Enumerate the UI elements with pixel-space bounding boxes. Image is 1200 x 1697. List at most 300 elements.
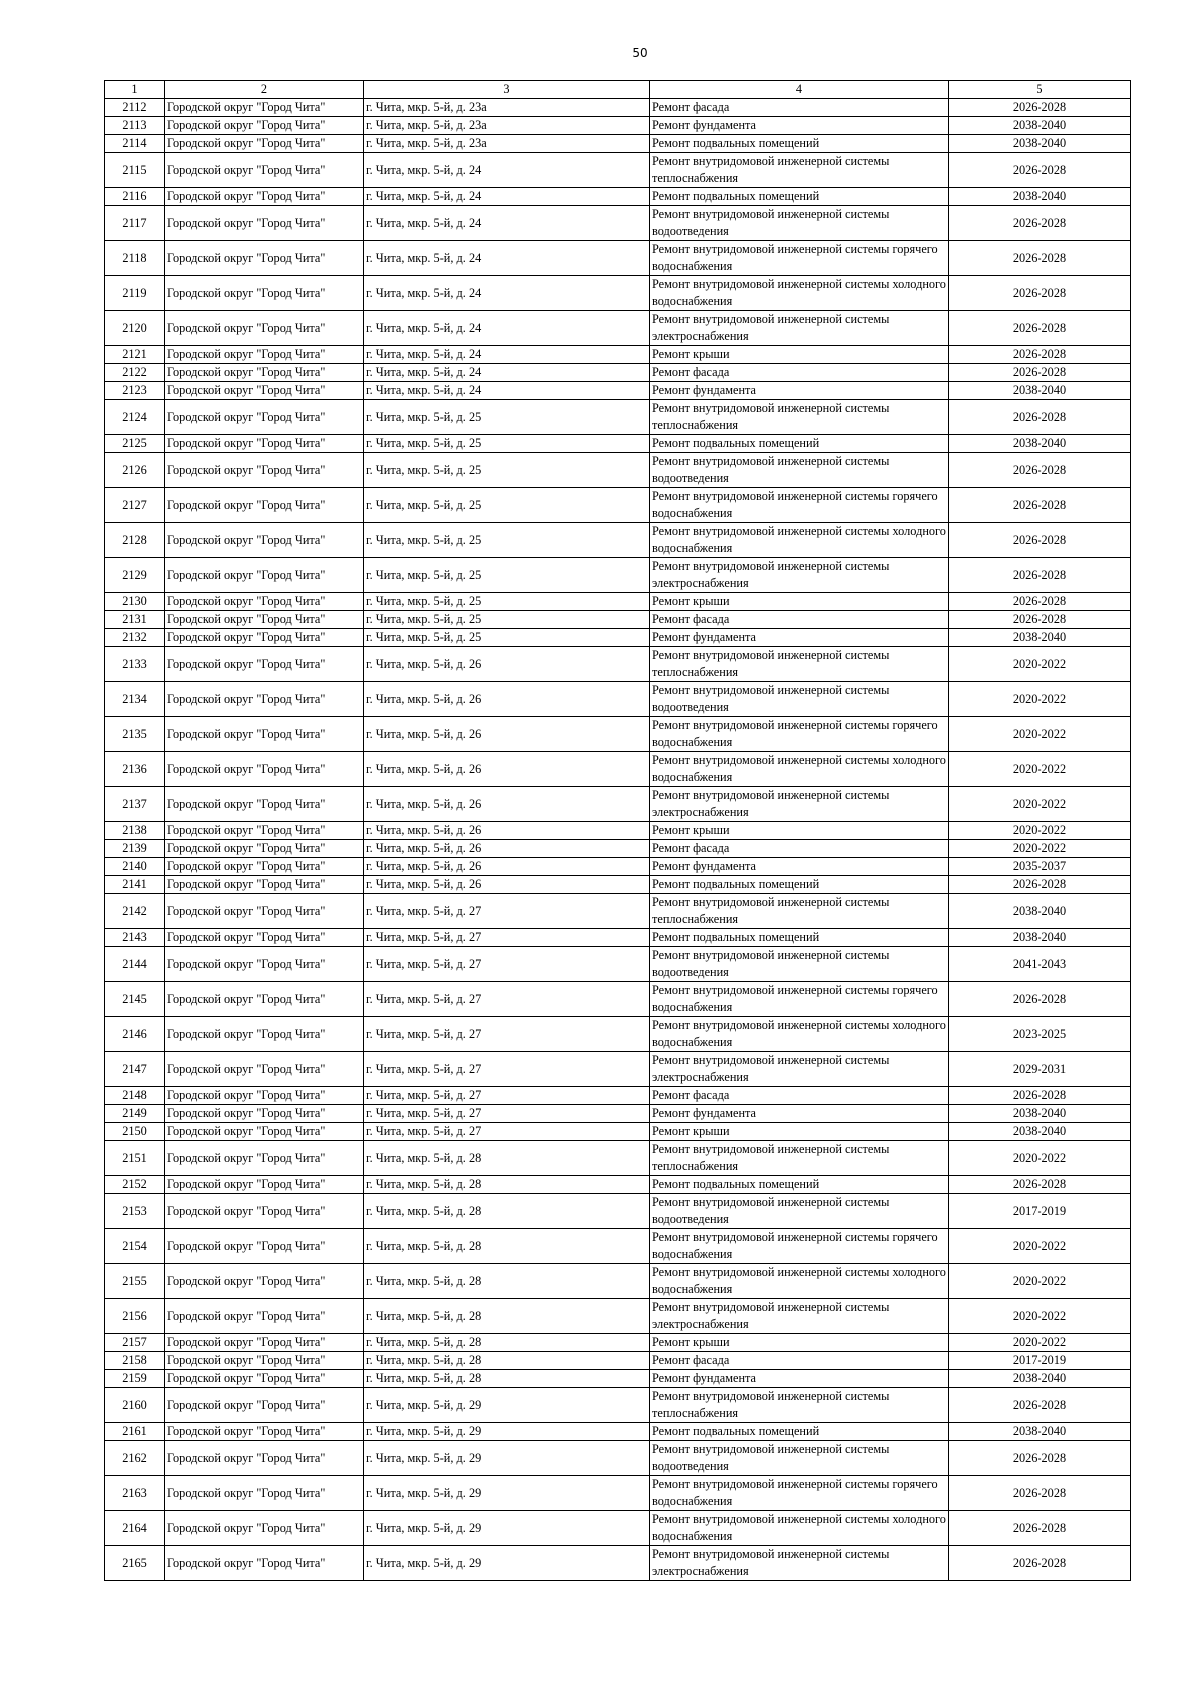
row-number-cell: 2143 xyxy=(105,929,165,947)
table-row xyxy=(105,840,1131,858)
table-row xyxy=(105,894,1131,929)
work-type-cell: Ремонт внутридомовой инженерной системы теплоснабжения xyxy=(650,1388,949,1423)
work-type-cell: Ремонт фундамента xyxy=(650,858,949,876)
district-cell: Городской округ "Город Чита" xyxy=(165,1334,364,1352)
work-type-cell: Ремонт подвальных помещений xyxy=(650,929,949,947)
row-number-cell: 2149 xyxy=(105,1105,165,1123)
period-cell: 2026-2028 xyxy=(949,1388,1131,1423)
district-cell: Городской округ "Город Чита" xyxy=(165,876,364,894)
row-number-cell: 2133 xyxy=(105,647,165,682)
row-number-cell: 2160 xyxy=(105,1388,165,1423)
work-type-cell: Ремонт фундамента xyxy=(650,629,949,647)
work-type-cell: Ремонт внутридомовой инженерной системы горячего водоснабжения xyxy=(650,488,949,523)
work-type-cell: Ремонт внутридомовой инженерной системы электроснабжения xyxy=(650,558,949,593)
period-cell: 2026-2028 xyxy=(949,276,1131,311)
address-cell: г. Чита, мкр. 5-й, д. 28 xyxy=(364,1299,650,1334)
table-row xyxy=(105,435,1131,453)
work-type-cell: Ремонт внутридомовой инженерной системы холодного водоснабжения xyxy=(650,523,949,558)
table-row xyxy=(105,1017,1131,1052)
period-cell: 2026-2028 xyxy=(949,488,1131,523)
row-number-cell: 2146 xyxy=(105,1017,165,1052)
table-row xyxy=(105,1334,1131,1352)
address-cell: г. Чита, мкр. 5-й, д. 23а xyxy=(364,99,650,117)
address-cell: г. Чита, мкр. 5-й, д. 26 xyxy=(364,752,650,787)
work-type-cell: Ремонт внутридомовой инженерной системы водоотведения xyxy=(650,206,949,241)
district-cell: Городской округ "Город Чита" xyxy=(165,206,364,241)
address-cell: г. Чита, мкр. 5-й, д. 24 xyxy=(364,276,650,311)
address-cell: г. Чита, мкр. 5-й, д. 27 xyxy=(364,1017,650,1052)
period-cell: 2038-2040 xyxy=(949,1123,1131,1141)
district-cell: Городской округ "Город Чита" xyxy=(165,752,364,787)
table-row xyxy=(105,1176,1131,1194)
work-type-cell: Ремонт внутридомовой инженерной системы электроснабжения xyxy=(650,1299,949,1334)
district-cell: Городской округ "Город Чита" xyxy=(165,382,364,400)
district-cell: Городской округ "Город Чита" xyxy=(165,1423,364,1441)
address-cell: г. Чита, мкр. 5-й, д. 27 xyxy=(364,982,650,1017)
row-number-cell: 2164 xyxy=(105,1511,165,1546)
work-type-cell: Ремонт подвальных помещений xyxy=(650,188,949,206)
work-type-cell: Ремонт крыши xyxy=(650,822,949,840)
work-type-cell: Ремонт фасада xyxy=(650,611,949,629)
district-cell: Городской округ "Город Чита" xyxy=(165,894,364,929)
district-cell: Городской округ "Город Чита" xyxy=(165,1105,364,1123)
district-cell: Городской округ "Город Чита" xyxy=(165,241,364,276)
header-cell-3: 3 xyxy=(364,81,650,99)
period-cell: 2026-2028 xyxy=(949,523,1131,558)
row-number-cell: 2124 xyxy=(105,400,165,435)
row-number-cell: 2123 xyxy=(105,382,165,400)
district-cell: Городской округ "Город Чита" xyxy=(165,611,364,629)
period-cell: 2026-2028 xyxy=(949,982,1131,1017)
period-cell: 2035-2037 xyxy=(949,858,1131,876)
district-cell: Городской округ "Город Чита" xyxy=(165,1176,364,1194)
table-row xyxy=(105,1123,1131,1141)
table-row xyxy=(105,241,1131,276)
address-cell: г. Чита, мкр. 5-й, д. 27 xyxy=(364,1105,650,1123)
period-cell: 2020-2022 xyxy=(949,787,1131,822)
period-cell: 2026-2028 xyxy=(949,1176,1131,1194)
table-row xyxy=(105,99,1131,117)
period-cell: 2017-2019 xyxy=(949,1194,1131,1229)
table-row xyxy=(105,276,1131,311)
address-cell: г. Чита, мкр. 5-й, д. 27 xyxy=(364,929,650,947)
work-type-cell: Ремонт внутридомовой инженерной системы горячего водоснабжения xyxy=(650,241,949,276)
table-row xyxy=(105,982,1131,1017)
row-number-cell: 2157 xyxy=(105,1334,165,1352)
row-number-cell: 2165 xyxy=(105,1546,165,1581)
table-row xyxy=(105,787,1131,822)
table-row xyxy=(105,1388,1131,1423)
district-cell: Городской округ "Город Чита" xyxy=(165,1052,364,1087)
work-type-cell: Ремонт внутридомовой инженерной системы теплоснабжения xyxy=(650,894,949,929)
district-cell: Городской округ "Город Чита" xyxy=(165,1264,364,1299)
row-number-cell: 2145 xyxy=(105,982,165,1017)
work-type-cell: Ремонт внутридомовой инженерной системы водоотведения xyxy=(650,453,949,488)
district-cell: Городской округ "Город Чита" xyxy=(165,593,364,611)
period-cell: 2026-2028 xyxy=(949,364,1131,382)
table-row xyxy=(105,346,1131,364)
table-row xyxy=(105,1194,1131,1229)
row-number-cell: 2134 xyxy=(105,682,165,717)
district-cell: Городской округ "Город Чита" xyxy=(165,453,364,488)
period-cell: 2026-2028 xyxy=(949,1087,1131,1105)
work-type-cell: Ремонт подвальных помещений xyxy=(650,876,949,894)
district-cell: Городской округ "Город Чита" xyxy=(165,629,364,647)
period-cell: 2038-2040 xyxy=(949,894,1131,929)
address-cell: г. Чита, мкр. 5-й, д. 24 xyxy=(364,364,650,382)
table-row xyxy=(105,1141,1131,1176)
row-number-cell: 2154 xyxy=(105,1229,165,1264)
work-type-cell: Ремонт внутридомовой инженерной системы электроснабжения xyxy=(650,1546,949,1581)
table-row xyxy=(105,858,1131,876)
period-cell: 2038-2040 xyxy=(949,1423,1131,1441)
row-number-cell: 2159 xyxy=(105,1370,165,1388)
row-number-cell: 2148 xyxy=(105,1087,165,1105)
work-type-cell: Ремонт внутридомовой инженерной системы горячего водоснабжения xyxy=(650,717,949,752)
address-cell: г. Чита, мкр. 5-й, д. 25 xyxy=(364,435,650,453)
header-cell-2: 2 xyxy=(165,81,364,99)
work-type-cell: Ремонт фасада xyxy=(650,364,949,382)
address-cell: г. Чита, мкр. 5-й, д. 29 xyxy=(364,1476,650,1511)
row-number-cell: 2153 xyxy=(105,1194,165,1229)
address-cell: г. Чита, мкр. 5-й, д. 27 xyxy=(364,1052,650,1087)
table-row xyxy=(105,206,1131,241)
district-cell: Городской округ "Город Чита" xyxy=(165,1441,364,1476)
district-cell: Городской округ "Город Чита" xyxy=(165,822,364,840)
table-row xyxy=(105,1352,1131,1370)
address-cell: г. Чита, мкр. 5-й, д. 26 xyxy=(364,787,650,822)
period-cell: 2020-2022 xyxy=(949,682,1131,717)
district-cell: Городской округ "Город Чита" xyxy=(165,1229,364,1264)
address-cell: г. Чита, мкр. 5-й, д. 28 xyxy=(364,1352,650,1370)
address-cell: г. Чита, мкр. 5-й, д. 24 xyxy=(364,382,650,400)
table-row xyxy=(105,1546,1131,1581)
work-type-cell: Ремонт фундамента xyxy=(650,382,949,400)
row-number-cell: 2127 xyxy=(105,488,165,523)
district-cell: Городской округ "Город Чита" xyxy=(165,840,364,858)
period-cell: 2026-2028 xyxy=(949,558,1131,593)
row-number-cell: 2140 xyxy=(105,858,165,876)
row-number-cell: 2120 xyxy=(105,311,165,346)
district-cell: Городской округ "Город Чита" xyxy=(165,135,364,153)
address-cell: г. Чита, мкр. 5-й, д. 24 xyxy=(364,241,650,276)
district-cell: Городской округ "Город Чита" xyxy=(165,1299,364,1334)
period-cell: 2038-2040 xyxy=(949,929,1131,947)
district-cell: Городской округ "Город Чита" xyxy=(165,153,364,188)
table-row xyxy=(105,682,1131,717)
row-number-cell: 2137 xyxy=(105,787,165,822)
period-cell: 2020-2022 xyxy=(949,1264,1131,1299)
address-cell: г. Чита, мкр. 5-й, д. 28 xyxy=(364,1370,650,1388)
table-row xyxy=(105,400,1131,435)
period-cell: 2017-2019 xyxy=(949,1352,1131,1370)
row-number-cell: 2118 xyxy=(105,241,165,276)
row-number-cell: 2156 xyxy=(105,1299,165,1334)
period-cell: 2026-2028 xyxy=(949,453,1131,488)
period-cell: 2026-2028 xyxy=(949,241,1131,276)
table-row xyxy=(105,822,1131,840)
period-cell: 2020-2022 xyxy=(949,717,1131,752)
table-body xyxy=(105,81,1131,1581)
address-cell: г. Чита, мкр. 5-й, д. 26 xyxy=(364,822,650,840)
row-number-cell: 2114 xyxy=(105,135,165,153)
work-type-cell: Ремонт внутридомовой инженерной системы водоотведения xyxy=(650,947,949,982)
work-type-cell: Ремонт внутридомовой инженерной системы теплоснабжения xyxy=(650,647,949,682)
address-cell: г. Чита, мкр. 5-й, д. 24 xyxy=(364,311,650,346)
work-type-cell: Ремонт внутридомовой инженерной системы холодного водоснабжения xyxy=(650,1017,949,1052)
address-cell: г. Чита, мкр. 5-й, д. 25 xyxy=(364,400,650,435)
work-type-cell: Ремонт внутридомовой инженерной системы горячего водоснабжения xyxy=(650,1476,949,1511)
period-cell: 2026-2028 xyxy=(949,1441,1131,1476)
table-row xyxy=(105,188,1131,206)
row-number-cell: 2147 xyxy=(105,1052,165,1087)
address-cell: г. Чита, мкр. 5-й, д. 28 xyxy=(364,1229,650,1264)
table-row xyxy=(105,929,1131,947)
period-cell: 2029-2031 xyxy=(949,1052,1131,1087)
row-number-cell: 2129 xyxy=(105,558,165,593)
table-row xyxy=(105,382,1131,400)
address-cell: г. Чита, мкр. 5-й, д. 23а xyxy=(364,117,650,135)
address-cell: г. Чита, мкр. 5-й, д. 23а xyxy=(364,135,650,153)
header-cell-1: 1 xyxy=(105,81,165,99)
table-row xyxy=(105,1087,1131,1105)
row-number-cell: 2136 xyxy=(105,752,165,787)
district-cell: Городской округ "Город Чита" xyxy=(165,947,364,982)
work-type-cell: Ремонт крыши xyxy=(650,346,949,364)
table-row xyxy=(105,117,1131,135)
period-cell: 2026-2028 xyxy=(949,1476,1131,1511)
district-cell: Городской округ "Город Чита" xyxy=(165,435,364,453)
district-cell: Городской округ "Город Чита" xyxy=(165,1476,364,1511)
period-cell: 2038-2040 xyxy=(949,1370,1131,1388)
period-cell: 2038-2040 xyxy=(949,188,1131,206)
work-type-cell: Ремонт внутридомовой инженерной системы водоотведения xyxy=(650,1194,949,1229)
district-cell: Городской округ "Город Чита" xyxy=(165,1017,364,1052)
address-cell: г. Чита, мкр. 5-й, д. 26 xyxy=(364,876,650,894)
table-row xyxy=(105,453,1131,488)
district-cell: Городской округ "Город Чита" xyxy=(165,647,364,682)
row-number-cell: 2119 xyxy=(105,276,165,311)
page-number: 50 xyxy=(632,46,648,60)
row-number-cell: 2115 xyxy=(105,153,165,188)
address-cell: г. Чита, мкр. 5-й, д. 26 xyxy=(364,858,650,876)
table-row xyxy=(105,1105,1131,1123)
row-number-cell: 2130 xyxy=(105,593,165,611)
header-cell-5: 5 xyxy=(949,81,1131,99)
district-cell: Городской округ "Город Чита" xyxy=(165,523,364,558)
row-number-cell: 2121 xyxy=(105,346,165,364)
period-cell: 2020-2022 xyxy=(949,1229,1131,1264)
row-number-cell: 2135 xyxy=(105,717,165,752)
work-type-cell: Ремонт внутридомовой инженерной системы горячего водоснабжения xyxy=(650,982,949,1017)
period-cell: 2038-2040 xyxy=(949,382,1131,400)
district-cell: Городской округ "Город Чита" xyxy=(165,346,364,364)
row-number-cell: 2132 xyxy=(105,629,165,647)
header-row xyxy=(105,81,1131,99)
work-type-cell: Ремонт внутридомовой инженерной системы горячего водоснабжения xyxy=(650,1229,949,1264)
row-number-cell: 2138 xyxy=(105,822,165,840)
district-cell: Городской округ "Город Чита" xyxy=(165,1352,364,1370)
address-cell: г. Чита, мкр. 5-й, д. 27 xyxy=(364,947,650,982)
address-cell: г. Чита, мкр. 5-й, д. 29 xyxy=(364,1388,650,1423)
row-number-cell: 2131 xyxy=(105,611,165,629)
row-number-cell: 2122 xyxy=(105,364,165,382)
district-cell: Городской округ "Город Чита" xyxy=(165,1087,364,1105)
table-row xyxy=(105,1423,1131,1441)
district-cell: Городской округ "Город Чита" xyxy=(165,558,364,593)
address-cell: г. Чита, мкр. 5-й, д. 28 xyxy=(364,1176,650,1194)
district-cell: Городской округ "Город Чита" xyxy=(165,400,364,435)
work-type-cell: Ремонт подвальных помещений xyxy=(650,135,949,153)
table-row xyxy=(105,1370,1131,1388)
table-row xyxy=(105,153,1131,188)
district-cell: Городской округ "Город Чита" xyxy=(165,1370,364,1388)
table-row xyxy=(105,647,1131,682)
row-number-cell: 2125 xyxy=(105,435,165,453)
work-type-cell: Ремонт фундамента xyxy=(650,1370,949,1388)
capital-repair-table xyxy=(104,80,1131,1581)
address-cell: г. Чита, мкр. 5-й, д. 28 xyxy=(364,1141,650,1176)
row-number-cell: 2141 xyxy=(105,876,165,894)
table-row xyxy=(105,135,1131,153)
row-number-cell: 2116 xyxy=(105,188,165,206)
work-type-cell: Ремонт внутридомовой инженерной системы холодного водоснабжения xyxy=(650,276,949,311)
address-cell: г. Чита, мкр. 5-й, д. 26 xyxy=(364,717,650,752)
address-cell: г. Чита, мкр. 5-й, д. 29 xyxy=(364,1423,650,1441)
row-number-cell: 2144 xyxy=(105,947,165,982)
row-number-cell: 2161 xyxy=(105,1423,165,1441)
work-type-cell: Ремонт фундамента xyxy=(650,1105,949,1123)
table-row xyxy=(105,311,1131,346)
row-number-cell: 2158 xyxy=(105,1352,165,1370)
work-type-cell: Ремонт фасада xyxy=(650,840,949,858)
period-cell: 2026-2028 xyxy=(949,611,1131,629)
table-row xyxy=(105,1511,1131,1546)
work-type-cell: Ремонт крыши xyxy=(650,593,949,611)
table-row xyxy=(105,1476,1131,1511)
row-number-cell: 2152 xyxy=(105,1176,165,1194)
period-cell: 2026-2028 xyxy=(949,153,1131,188)
address-cell: г. Чита, мкр. 5-й, д. 25 xyxy=(364,629,650,647)
table-row xyxy=(105,876,1131,894)
table-row xyxy=(105,488,1131,523)
address-cell: г. Чита, мкр. 5-й, д. 26 xyxy=(364,647,650,682)
row-number-cell: 2155 xyxy=(105,1264,165,1299)
address-cell: г. Чита, мкр. 5-й, д. 25 xyxy=(364,523,650,558)
district-cell: Городской округ "Город Чита" xyxy=(165,188,364,206)
district-cell: Городской округ "Город Чита" xyxy=(165,682,364,717)
period-cell: 2026-2028 xyxy=(949,1546,1131,1581)
district-cell: Городской округ "Город Чита" xyxy=(165,929,364,947)
address-cell: г. Чита, мкр. 5-й, д. 27 xyxy=(364,1123,650,1141)
period-cell: 2026-2028 xyxy=(949,99,1131,117)
work-type-cell: Ремонт внутридомовой инженерной системы водоотведения xyxy=(650,1441,949,1476)
period-cell: 2038-2040 xyxy=(949,117,1131,135)
table-row xyxy=(105,717,1131,752)
address-cell: г. Чита, мкр. 5-й, д. 28 xyxy=(364,1334,650,1352)
work-type-cell: Ремонт крыши xyxy=(650,1334,949,1352)
work-type-cell: Ремонт внутридомовой инженерной системы холодного водоснабжения xyxy=(650,1264,949,1299)
district-cell: Городской округ "Город Чита" xyxy=(165,858,364,876)
work-type-cell: Ремонт крыши xyxy=(650,1123,949,1141)
period-cell: 2026-2028 xyxy=(949,346,1131,364)
period-cell: 2020-2022 xyxy=(949,1141,1131,1176)
table-row xyxy=(105,611,1131,629)
work-type-cell: Ремонт фасада xyxy=(650,1087,949,1105)
district-cell: Городской округ "Город Чита" xyxy=(165,787,364,822)
period-cell: 2023-2025 xyxy=(949,1017,1131,1052)
address-cell: г. Чита, мкр. 5-й, д. 27 xyxy=(364,1087,650,1105)
district-cell: Городской округ "Город Чита" xyxy=(165,1123,364,1141)
header-cell-4: 4 xyxy=(650,81,949,99)
row-number-cell: 2112 xyxy=(105,99,165,117)
work-type-cell: Ремонт подвальных помещений xyxy=(650,1423,949,1441)
row-number-cell: 2126 xyxy=(105,453,165,488)
address-cell: г. Чита, мкр. 5-й, д. 24 xyxy=(364,346,650,364)
work-type-cell: Ремонт внутридомовой инженерной системы теплоснабжения xyxy=(650,400,949,435)
address-cell: г. Чита, мкр. 5-й, д. 25 xyxy=(364,488,650,523)
district-cell: Городской округ "Город Чита" xyxy=(165,117,364,135)
period-cell: 2026-2028 xyxy=(949,206,1131,241)
period-cell: 2026-2028 xyxy=(949,876,1131,894)
period-cell: 2038-2040 xyxy=(949,135,1131,153)
period-cell: 2041-2043 xyxy=(949,947,1131,982)
address-cell: г. Чита, мкр. 5-й, д. 25 xyxy=(364,453,650,488)
row-number-cell: 2163 xyxy=(105,1476,165,1511)
address-cell: г. Чита, мкр. 5-й, д. 26 xyxy=(364,682,650,717)
district-cell: Городской округ "Город Чита" xyxy=(165,276,364,311)
row-number-cell: 2142 xyxy=(105,894,165,929)
row-number-cell: 2150 xyxy=(105,1123,165,1141)
table-row xyxy=(105,593,1131,611)
address-cell: г. Чита, мкр. 5-й, д. 24 xyxy=(364,206,650,241)
address-cell: г. Чита, мкр. 5-й, д. 27 xyxy=(364,894,650,929)
district-cell: Городской округ "Город Чита" xyxy=(165,364,364,382)
address-cell: г. Чита, мкр. 5-й, д. 25 xyxy=(364,558,650,593)
work-type-cell: Ремонт внутридомовой инженерной системы теплоснабжения xyxy=(650,1141,949,1176)
work-type-cell: Ремонт внутридомовой инженерной системы холодного водоснабжения xyxy=(650,752,949,787)
table-row xyxy=(105,1264,1131,1299)
work-type-cell: Ремонт подвальных помещений xyxy=(650,1176,949,1194)
row-number-cell: 2139 xyxy=(105,840,165,858)
period-cell: 2026-2028 xyxy=(949,400,1131,435)
district-cell: Городской округ "Город Чита" xyxy=(165,1141,364,1176)
district-cell: Городской округ "Город Чита" xyxy=(165,1546,364,1581)
row-number-cell: 2128 xyxy=(105,523,165,558)
row-number-cell: 2113 xyxy=(105,117,165,135)
address-cell: г. Чита, мкр. 5-й, д. 25 xyxy=(364,593,650,611)
work-type-cell: Ремонт внутридомовой инженерной системы водоотведения xyxy=(650,682,949,717)
period-cell: 2038-2040 xyxy=(949,1105,1131,1123)
address-cell: г. Чита, мкр. 5-й, д. 28 xyxy=(364,1264,650,1299)
district-cell: Городской округ "Город Чита" xyxy=(165,717,364,752)
period-cell: 2020-2022 xyxy=(949,1299,1131,1334)
row-number-cell: 2117 xyxy=(105,206,165,241)
work-type-cell: Ремонт подвальных помещений xyxy=(650,435,949,453)
table-row xyxy=(105,1299,1131,1334)
table-row xyxy=(105,523,1131,558)
period-cell: 2020-2022 xyxy=(949,822,1131,840)
address-cell: г. Чита, мкр. 5-й, д. 25 xyxy=(364,611,650,629)
period-cell: 2020-2022 xyxy=(949,647,1131,682)
table-row xyxy=(105,947,1131,982)
work-type-cell: Ремонт фасада xyxy=(650,99,949,117)
row-number-cell: 2151 xyxy=(105,1141,165,1176)
address-cell: г. Чита, мкр. 5-й, д. 29 xyxy=(364,1511,650,1546)
table-row xyxy=(105,1441,1131,1476)
table-row xyxy=(105,364,1131,382)
period-cell: 2038-2040 xyxy=(949,629,1131,647)
